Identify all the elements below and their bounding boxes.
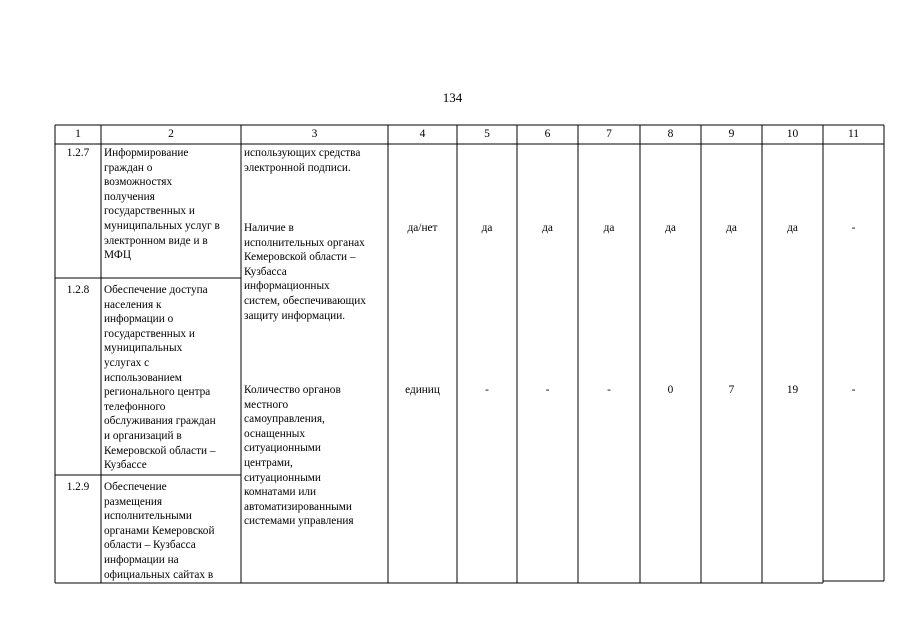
indicator-value: -: [545, 384, 550, 396]
indicator-text: Наличие в исполнительных органах Кемеровской области – Кузбасса информационных систем, обеспечивающих защиту информации.: [244, 222, 366, 322]
header-col-5: 5: [484, 128, 490, 140]
header-col-2: 2: [168, 128, 174, 140]
row-number: 1.2.7: [66, 147, 90, 159]
header-col-4: 4: [419, 128, 426, 140]
indicator-value: -: [851, 384, 856, 396]
header-col-9: 9: [728, 128, 735, 140]
indicator-value: да: [787, 222, 798, 234]
indicator-text: Количество органов местного самоуправления, оснащенных ситуационными центрами, ситуационными комнатами или автоматизированными системами управления: [244, 384, 354, 528]
indicator-value: -: [607, 384, 611, 396]
row-number: 1.2.8: [66, 284, 90, 296]
indicator-text: использующих средства электронной подписи.: [244, 147, 361, 174]
header-col-6: 6: [544, 128, 551, 140]
indicator-value: -: [851, 222, 856, 234]
indicator-value: да: [603, 222, 615, 234]
header-col-8: 8: [667, 128, 674, 140]
event-name: Обеспечение размещения исполнительными органами Кемеровской области – Кузбасса информации на официальных сайтах в: [104, 481, 215, 581]
header-col-7: 7: [606, 128, 612, 140]
page-number: 134: [442, 90, 463, 105]
indicator-unit: да/нет: [407, 222, 438, 234]
header-col-11: 11: [847, 128, 860, 140]
indicator-value: да: [481, 222, 493, 234]
indicator-value: 0: [667, 384, 674, 396]
header-col-1: 1: [75, 128, 81, 140]
header-col-3: 3: [311, 128, 318, 140]
event-name: Обеспечение доступа населения к информации о государственных и муниципальных услугах с использованием регионального центра телефонного обслуживания граждан и организаций в Кемеровской области – Кузбассе: [104, 284, 216, 472]
indicator-value: да: [726, 222, 737, 234]
indicator-value: -: [485, 384, 489, 396]
indicator-value: да: [542, 222, 553, 234]
indicator-unit: единиц: [405, 384, 440, 396]
event-name: Информирование граждан о возможностях получения государственных и муниципальных услуг в электронном виде и в МФЦ: [104, 147, 220, 262]
row-number: 1.2.9: [66, 481, 90, 493]
indicator-value: 7: [728, 384, 735, 396]
header-col-10: 10: [786, 128, 799, 140]
indicator-value: 19: [786, 384, 799, 396]
indicator-value: да: [665, 222, 676, 234]
